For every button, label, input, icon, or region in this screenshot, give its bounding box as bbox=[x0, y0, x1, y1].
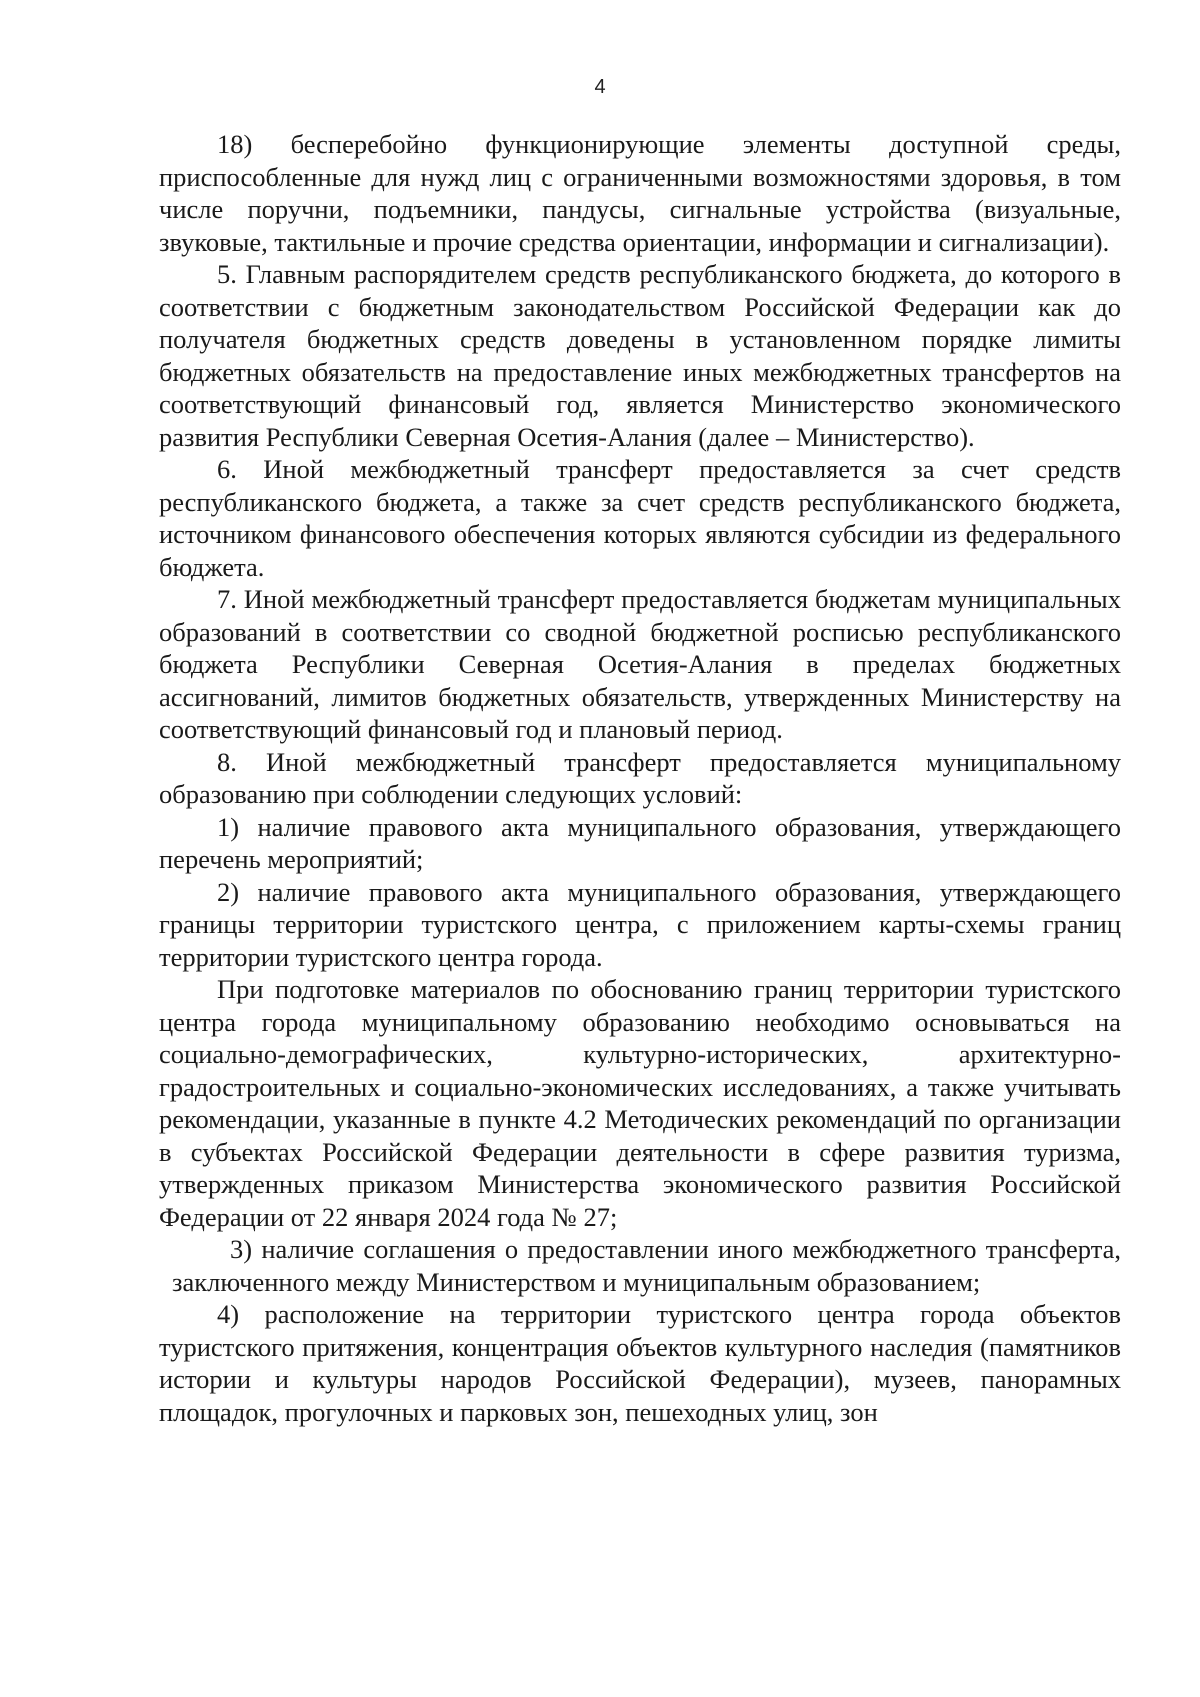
paragraph-condition-3: 3) наличие соглашения о предоставлении иного межбюджетного трансферта, заключенного между Министерством и муниципальным образованием; bbox=[172, 1234, 1121, 1297]
paragraph-condition-2: 2) наличие правового акта муниципального образования, утверждающего границы территории туристского центра, с приложением карты-схемы границ территории туристского центра города. bbox=[159, 876, 1121, 972]
paragraph-condition-4: 4) расположение на территории туристского центра города объектов туристского притяжения, концентрация объектов культурного наследия (памятников истории и культуры народов Российской Федерации), музеев, панорамных площадок, прогулочных и парковых зон, пешеходных улиц, зон bbox=[159, 1299, 1121, 1427]
page-number: 4 bbox=[594, 76, 606, 98]
paragraph-clause-6: 6. Иной межбюджетный трансферт предоставляется за счет средств республиканского бюджета, а также за счет средств республиканского бюджета, источником финансового обеспечения которых являются субсидии из федерального бюджета. bbox=[159, 454, 1121, 582]
paragraph-boundary-note: При подготовке материалов по обоснованию границ территории туристского центра города муниципальному образованию необходимо основываться на социально-демографических, культурно-исторических, архитектурно-градостроительных и социально-экономических исследованиях, а также учитывать рекомендации, указанные в пункте 4.2 Методических рекомендаций по организации в субъектах Российской Федерации деятельности в сфере развития туризма, утвержденных приказом Министерства экономического развития Российской Федерации от 22 января 2024 года № 27; bbox=[159, 974, 1121, 1232]
paragraph-item-18: 18) бесперебойно функционирующие элементы доступной среды, приспособленные для нужд лиц с ограниченными возможностями здоровья, в том числе поручни, подъемники, пандусы, сигнальные устройства (визуальные, звуковые, тактильные и прочие средства ориентации, информации и сигнализации). bbox=[159, 129, 1121, 257]
paragraph-clause-8: 8. Иной межбюджетный трансферт предоставляется муниципальному образованию при соблюдении следующих условий: bbox=[159, 746, 1121, 809]
paragraph-clause-5: 5. Главным распорядителем средств республиканского бюджета, до которого в соответствии с бюджетным законодательством Российской Федерации как до получателя бюджетных средств доведены в установленном порядке лимиты бюджетных обязательств на предоставление иных межбюджетных трансфертов на соответствующий финансовый год, является Министерство экономического развития Республики Северная Осетия-Алания (далее – Министерство). bbox=[159, 259, 1121, 452]
document-body bbox=[159, 128, 1121, 1428]
paragraph-condition-1: 1) наличие правового акта муниципального образования, утверждающего перечень мероприятий; bbox=[159, 811, 1121, 874]
paragraph-clause-7: 7. Иной межбюджетный трансферт предоставляется бюджетам муниципальных образований в соответствии со сводной бюджетной росписью республиканского бюджета Республики Северная Осетия-Алания в пределах бюджетных ассигнований, лимитов бюджетных обязательств, утвержденных Министерству на соответствующий финансовый год и плановый период. bbox=[159, 584, 1121, 744]
